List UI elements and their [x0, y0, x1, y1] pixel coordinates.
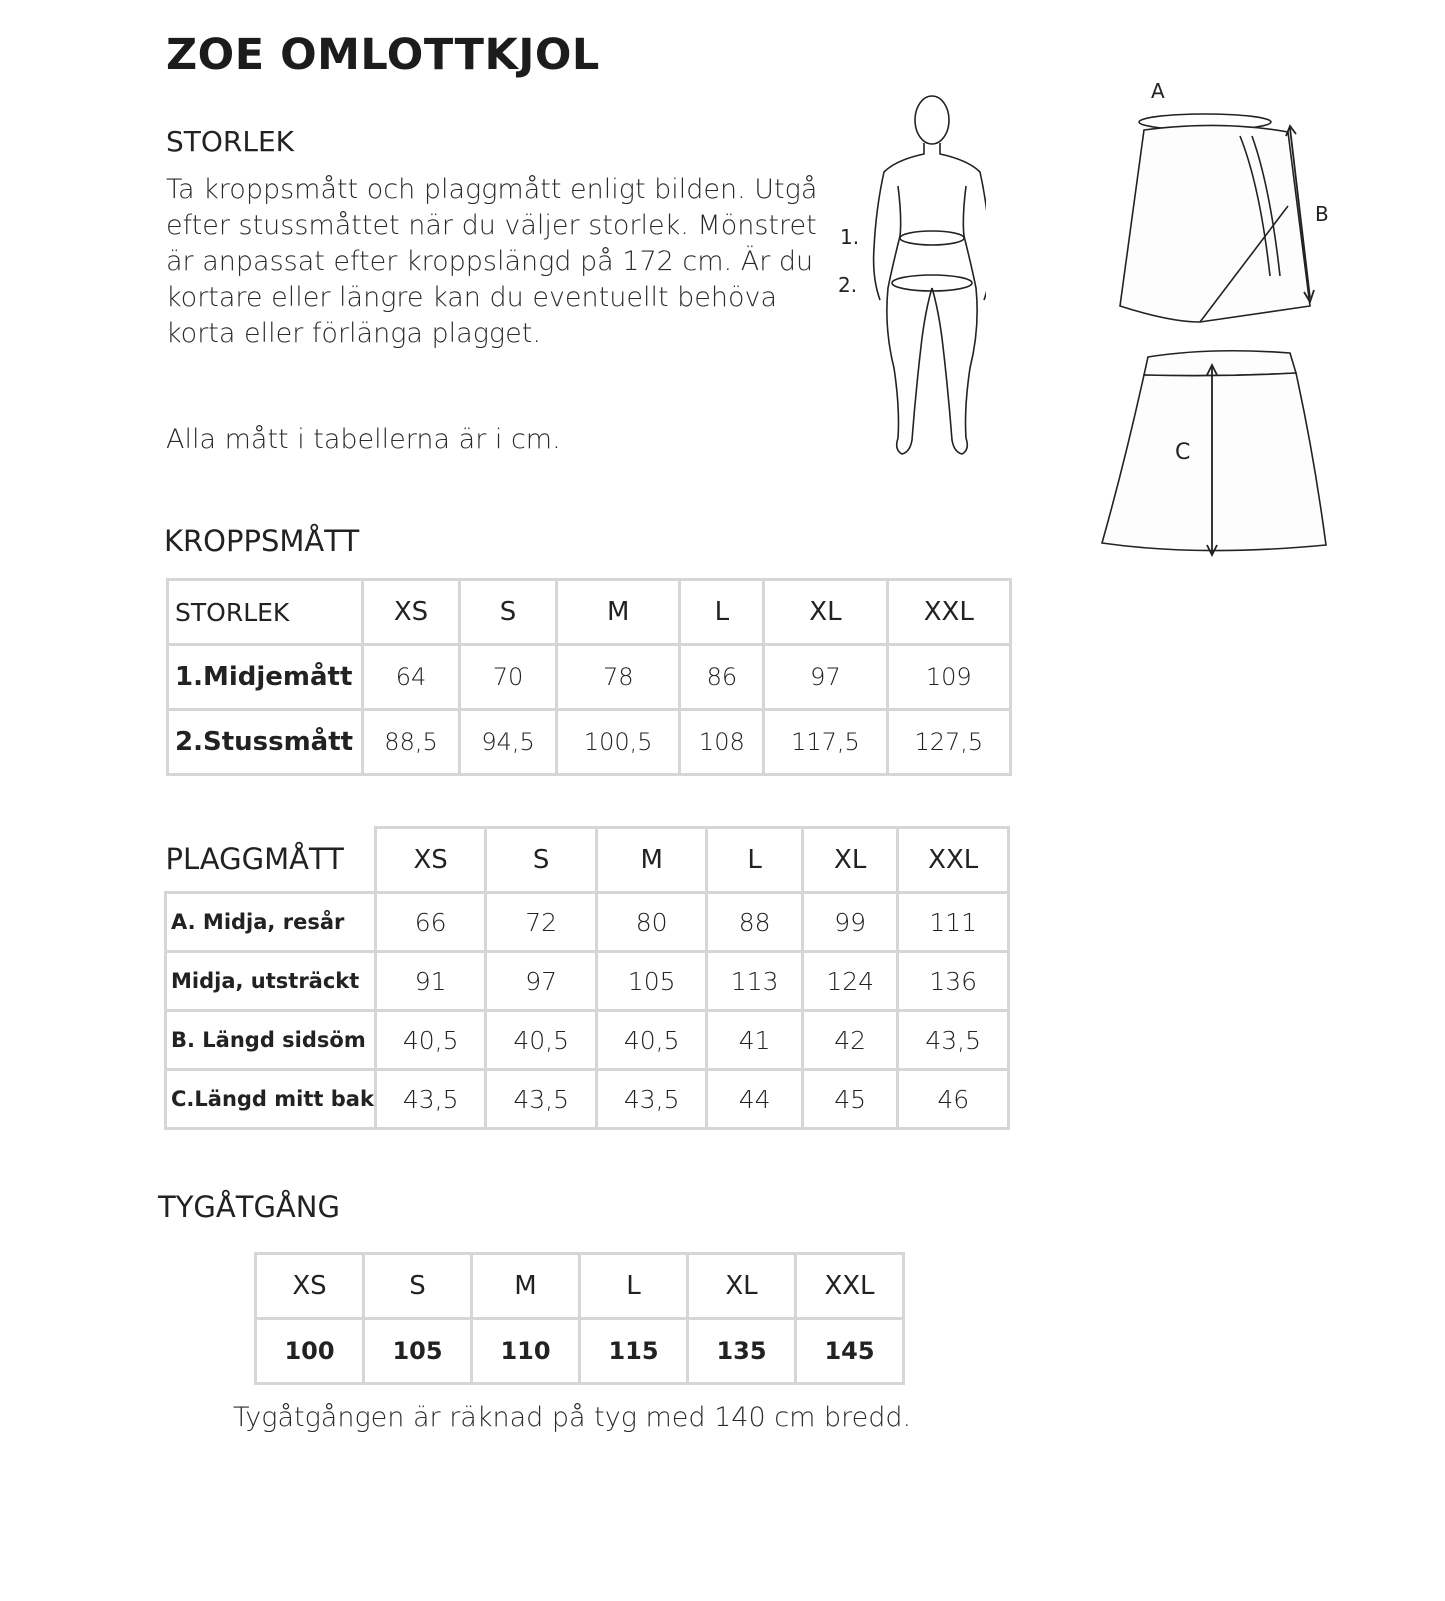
size-col-s: S — [364, 1254, 472, 1319]
size-heading: STORLEK — [166, 125, 295, 158]
table-cell: 110 — [472, 1319, 580, 1384]
waist-measure-line — [900, 231, 964, 245]
table-cell: 111 — [898, 893, 1009, 952]
row-label: 2.Stussmått — [168, 710, 363, 775]
skirt-front-illustration — [1110, 76, 1340, 336]
table-cell: 100 — [256, 1319, 364, 1384]
body-figure-illustration — [836, 88, 986, 468]
table-cell: 40,5 — [375, 1011, 486, 1070]
table-cell: 64 — [363, 645, 460, 710]
size-col-xl: XL — [764, 580, 887, 645]
table-cell: 86 — [680, 645, 764, 710]
table-cell: 136 — [898, 952, 1009, 1011]
table-row — [166, 952, 1009, 1011]
size-col-l: L — [707, 828, 803, 893]
table-cell: 127,5 — [887, 710, 1010, 775]
table-cell: 97 — [486, 952, 597, 1011]
page-title: ZOE OMLOTTKJOL — [166, 30, 600, 80]
fabric-table — [254, 1252, 905, 1385]
table-cell: 44 — [707, 1070, 803, 1129]
garment-measurements-table — [164, 826, 1010, 1130]
figure-right-side — [932, 186, 977, 454]
label-a: A — [1151, 79, 1165, 103]
size-col-xs: XS — [256, 1254, 364, 1319]
fabric-heading: TYGÅTGÅNG — [158, 1190, 340, 1224]
size-col-m: M — [472, 1254, 580, 1319]
size-col-xxl: XXL — [898, 828, 1009, 893]
size-col-s: S — [460, 580, 557, 645]
table-cell: 105 — [364, 1319, 472, 1384]
size-col-l: L — [580, 1254, 688, 1319]
table-cell: 100,5 — [557, 710, 680, 775]
table-cell: 124 — [802, 952, 898, 1011]
table-cell: 108 — [680, 710, 764, 775]
hip-marker: 2. — [838, 273, 858, 297]
table-cell: 42 — [802, 1011, 898, 1070]
table-cell: 99 — [802, 893, 898, 952]
figure-left-side — [887, 186, 932, 454]
skirt-back-body — [1102, 373, 1326, 551]
row-label: 1.Midjemått — [168, 645, 363, 710]
table-cell: 40,5 — [596, 1011, 707, 1070]
table-cell: 46 — [898, 1070, 1009, 1129]
table-row — [168, 645, 1011, 710]
table-cell: 115 — [580, 1319, 688, 1384]
figure-head — [915, 96, 949, 144]
table-row — [166, 893, 1009, 952]
table-cell: 70 — [460, 645, 557, 710]
row-label: C.Längd mitt bak — [166, 1070, 376, 1129]
table-row — [168, 710, 1011, 775]
table-cell: 43,5 — [486, 1070, 597, 1129]
table-cell: 45 — [802, 1070, 898, 1129]
table-cell: 40,5 — [486, 1011, 597, 1070]
table-header-row — [166, 828, 1009, 893]
size-col-xs: XS — [363, 580, 460, 645]
table-cell: 43,5 — [375, 1070, 486, 1129]
elastic-waistband — [1144, 351, 1296, 376]
row-label: Midja, utsträckt — [166, 952, 376, 1011]
skirt-back-illustration — [1100, 345, 1350, 570]
table-cell: 41 — [707, 1011, 803, 1070]
size-col-xs: XS — [375, 828, 486, 893]
skirt-front-body — [1120, 125, 1310, 322]
table-cell: 97 — [764, 645, 887, 710]
intro-text: Ta kroppsmått och plaggmått enligt bilden. Utgå efter stussmåttet när du väljer storlek. Mönstret är anpassat efter kroppslängd på 172 cm. Är du kortare eller längre kan du eventuellt behöva korta eller förlänga plagget. — [166, 174, 818, 349]
row-label: A. Midja, resår — [166, 893, 376, 952]
label-b: B — [1315, 202, 1329, 226]
fabric-note: Tygåtgången är räknad på tyg med 140 cm bredd. — [233, 1402, 912, 1433]
size-col-xxl: XXL — [887, 580, 1010, 645]
table-cell: 43,5 — [898, 1011, 1009, 1070]
table-cell: 72 — [486, 893, 597, 952]
size-col-m: M — [557, 580, 680, 645]
table-cell: 94,5 — [460, 710, 557, 775]
table-cell: 66 — [375, 893, 486, 952]
table-cell: 88 — [707, 893, 803, 952]
size-col-s: S — [486, 828, 597, 893]
table-cell: 105 — [596, 952, 707, 1011]
table-cell: 109 — [887, 645, 1010, 710]
table-cell: 91 — [375, 952, 486, 1011]
table-header-row — [168, 580, 1011, 645]
label-c: C — [1175, 440, 1191, 465]
table-cell: 117,5 — [764, 710, 887, 775]
units-note: Alla mått i tabellerna är i cm. — [166, 424, 561, 455]
size-col-xxl: XXL — [796, 1254, 904, 1319]
table-row — [256, 1319, 904, 1384]
body-measurements-heading: KROPPSMÅTT — [164, 524, 360, 558]
table-cell: 80 — [596, 893, 707, 952]
table-row — [166, 1011, 1009, 1070]
garment-measurements-heading: PLAGGMÅTT — [166, 828, 376, 893]
table-cell: 113 — [707, 952, 803, 1011]
size-col-xl: XL — [802, 828, 898, 893]
body-measurements-table — [166, 578, 1012, 776]
row-label: B. Längd sidsöm — [166, 1011, 376, 1070]
table-cell: 43,5 — [596, 1070, 707, 1129]
table-cell: 78 — [557, 645, 680, 710]
table-cell: 135 — [688, 1319, 796, 1384]
size-col-l: L — [680, 580, 764, 645]
size-col-xl: XL — [688, 1254, 796, 1319]
table-cell: 88,5 — [363, 710, 460, 775]
table-header-row — [256, 1254, 904, 1319]
size-header-label: STORLEK — [168, 580, 363, 645]
waist-marker: 1. — [840, 225, 860, 249]
table-row — [166, 1070, 1009, 1129]
size-col-m: M — [596, 828, 707, 893]
table-cell: 145 — [796, 1319, 904, 1384]
